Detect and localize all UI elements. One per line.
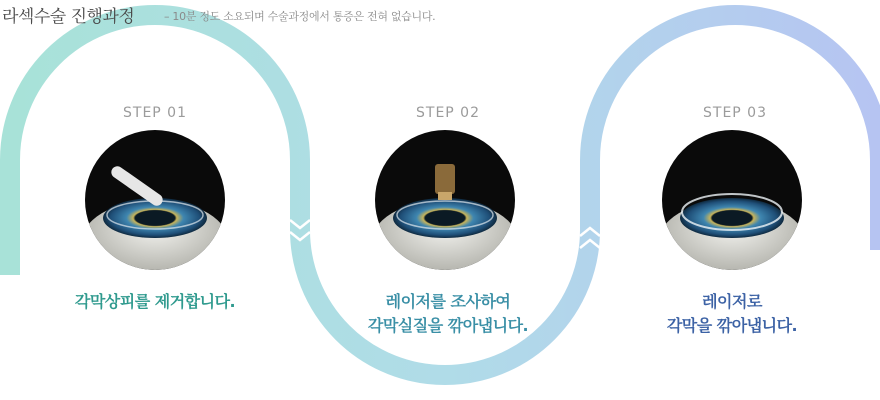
step-1-text-line: 각막상피를 제거합니다.: [74, 292, 236, 311]
step-1-label: STEP 01: [123, 105, 187, 121]
eye-epithelium-removal-icon: [85, 130, 225, 270]
step-3-label: STEP 03: [703, 105, 767, 121]
page-title: 라섹수술 진행과정: [2, 7, 135, 27]
step-2-label: STEP 02: [416, 105, 480, 121]
eye-reshaped-cornea-icon: [662, 130, 802, 270]
step-3-text-line-2: 각막을 깎아냅니다.: [666, 316, 798, 335]
step-3-text-line-1: 레이저로: [702, 292, 762, 311]
step-2-text-line-2: 각막실질을 깎아냅니다.: [367, 316, 529, 335]
step-2-text-line-1: 레이저를 조사하여: [385, 292, 511, 311]
page-subtitle: – 10분 정도 소요되며 수술과정에서 통증은 전혀 없습니다.: [164, 10, 436, 23]
eye-laser-icon: [375, 130, 515, 270]
step-3-description: [612, 290, 852, 338]
step-2-description: [328, 290, 568, 338]
step-1-description: [35, 290, 275, 314]
